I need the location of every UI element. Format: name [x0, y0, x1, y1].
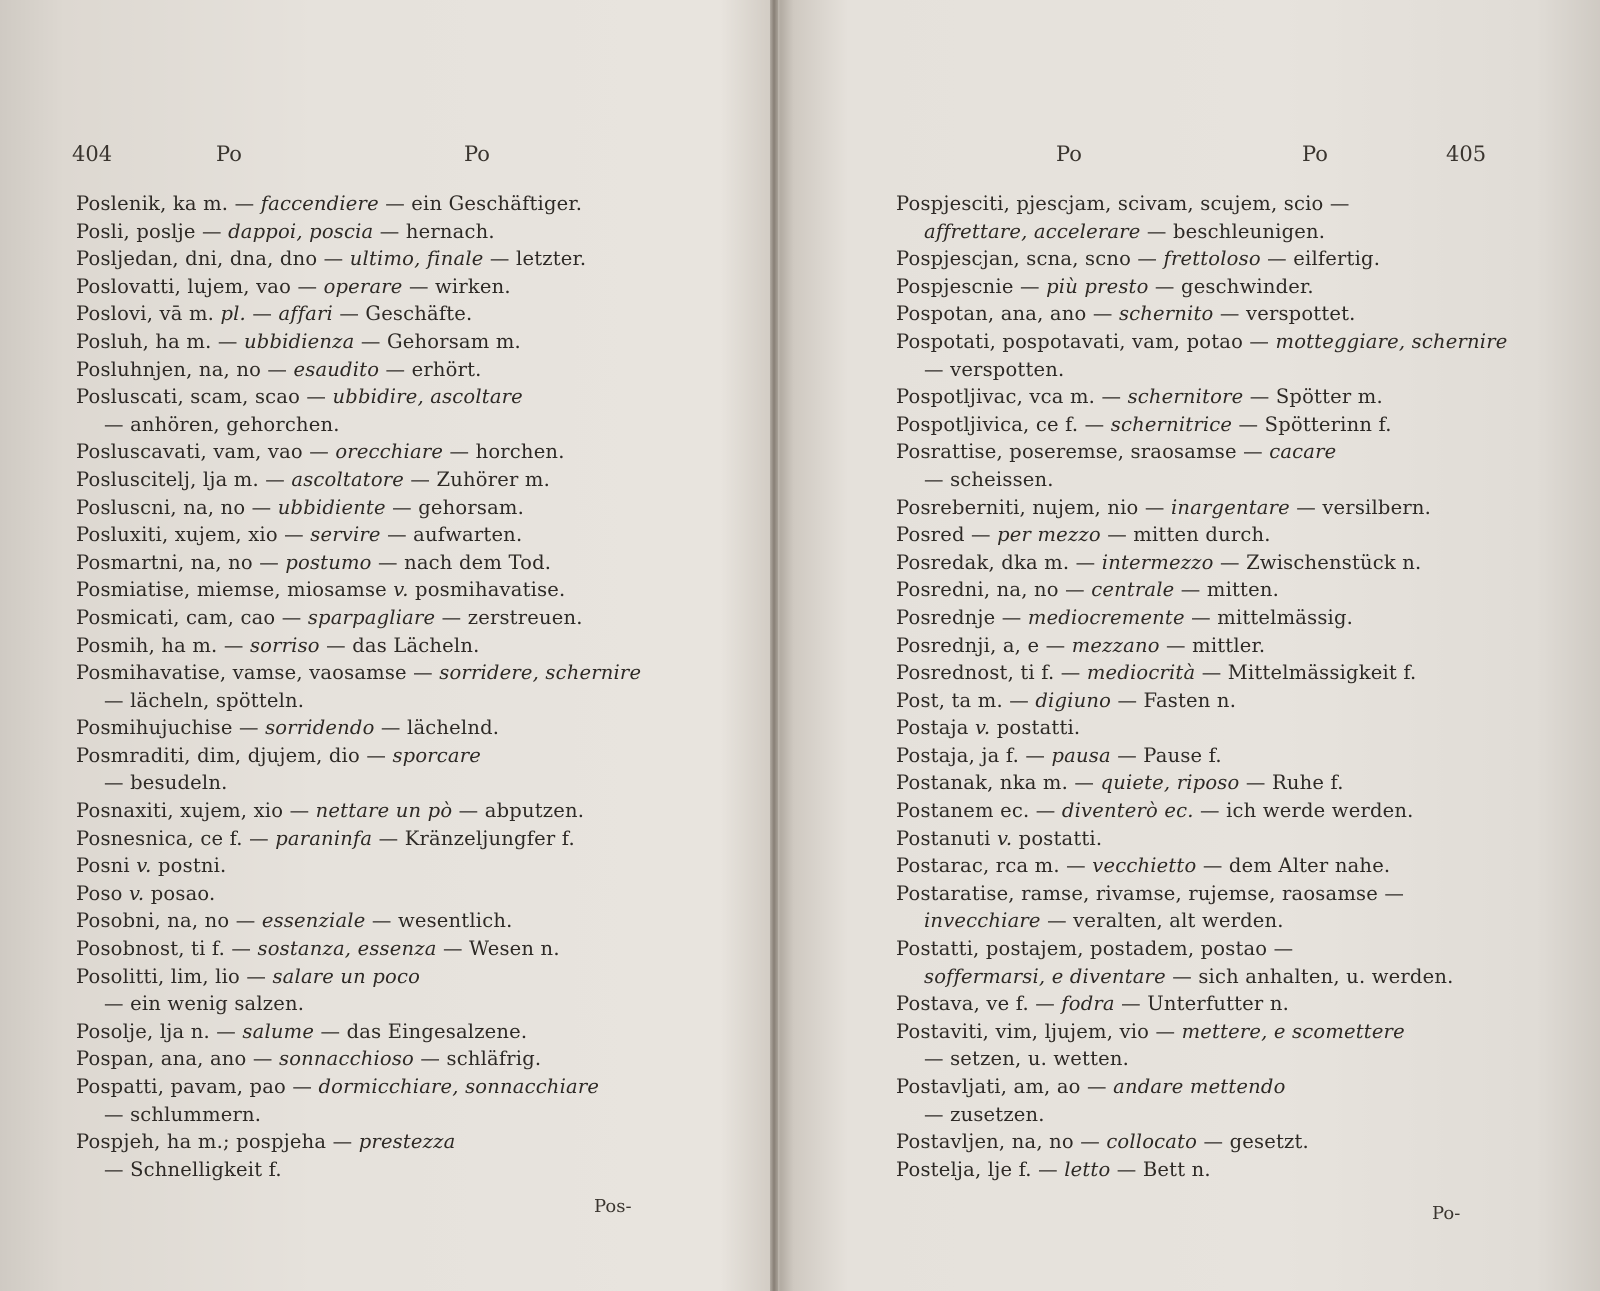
- dictionary-entry: [896, 880, 1516, 935]
- italian-gloss: più presto: [1046, 274, 1149, 298]
- entry-text: Posmicati, cam, cao —: [76, 605, 308, 629]
- entry-text: Posljedan, dni, dna, dno —: [76, 247, 350, 271]
- italian-gloss: affrettare, accelerare: [924, 219, 1141, 243]
- dictionary-entry: [896, 659, 1516, 687]
- entry-text: — Bett n.: [1110, 1157, 1211, 1181]
- italian-gloss: operare: [323, 274, 403, 298]
- entry-text: — Schnelligkeit f.: [104, 1157, 282, 1181]
- dictionary-entry: [896, 1156, 1516, 1184]
- italian-gloss: schernito: [1118, 302, 1214, 326]
- dictionary-entry: [896, 825, 1516, 853]
- dictionary-entry: [76, 1128, 666, 1183]
- dictionary-entry: [76, 383, 666, 438]
- dictionary-entry: [896, 714, 1516, 742]
- entry-text: Pospan, ana, ano —: [76, 1047, 279, 1071]
- italian-gloss: faccendiere: [260, 192, 379, 215]
- italian-gloss: fodra: [1061, 992, 1115, 1016]
- entry-text: — nach dem Tod.: [371, 550, 552, 574]
- entry-text: — Geschäfte.: [332, 302, 473, 326]
- dictionary-entry: [76, 852, 666, 880]
- entry-text: Posmraditi, dim, djujem, dio —: [76, 743, 393, 767]
- entry-text: Postavljen, na, no —: [896, 1130, 1107, 1154]
- entry-text: — eilfertig.: [1260, 247, 1381, 271]
- entry-text: Postanak, nka m. —: [896, 771, 1101, 795]
- dictionary-entry: [896, 411, 1516, 439]
- entry-text: Posni: [76, 854, 137, 878]
- entry-text: — besudeln.: [104, 771, 228, 795]
- italian-gloss: ubbidiente: [277, 495, 386, 519]
- italian-gloss: salume: [242, 1019, 315, 1043]
- entry-text: posmihavatise.: [408, 578, 566, 602]
- italian-gloss: cacare: [1269, 440, 1337, 464]
- entry-text: — verspottet.: [1213, 302, 1356, 326]
- entry-text: Postava, ve f. —: [896, 992, 1062, 1016]
- dictionary-entry: [896, 632, 1516, 660]
- dictionary-entry: [896, 190, 1516, 245]
- entry-text: Poslenik, ka m. —: [76, 192, 261, 215]
- entry-text: Poslovi, vā m.: [76, 302, 221, 326]
- italian-gloss: soffermarsi, e diventare: [924, 964, 1166, 988]
- entry-text: — beschleunigen.: [1140, 219, 1326, 243]
- dictionary-entry: [76, 576, 666, 604]
- entry-text: — sich anhalten, u. werden.: [1165, 964, 1454, 988]
- entry-text: — letzter.: [483, 247, 587, 271]
- right-catchword: Po-: [1432, 1203, 1461, 1224]
- entry-text: Posluscni, na, no —: [76, 495, 278, 519]
- entry-text: Pospotati, pospotavati, vam, potao —: [896, 329, 1276, 353]
- entry-text: Posredak, dka m. —: [896, 550, 1102, 574]
- italian-gloss: mezzano: [1071, 633, 1160, 657]
- italian-gloss: essenziale: [261, 909, 366, 933]
- entry-text: — ein Geschäftiger.: [378, 192, 583, 215]
- dictionary-entry: [76, 190, 666, 218]
- entry-text: — geschwinder.: [1148, 274, 1314, 298]
- entry-text: — wesentlich.: [365, 909, 513, 933]
- entry-text: — Fasten n.: [1111, 688, 1237, 712]
- left-catchword: Pos-: [594, 1196, 632, 1217]
- entry-text: Post, ta m. —: [896, 688, 1036, 712]
- italian-gloss: ubbidire, ascoltare: [332, 385, 523, 409]
- dictionary-entry: [76, 1073, 666, 1128]
- dictionary-entry: [896, 273, 1516, 301]
- right-page: [778, 0, 1600, 1291]
- left-head-left: Po: [216, 142, 242, 166]
- dictionary-entry: [76, 328, 666, 356]
- entry-text: Posnaxiti, xujem, xio —: [76, 799, 316, 823]
- entry-text: Posmartni, na, no —: [76, 550, 286, 574]
- italian-gloss: pausa: [1051, 743, 1111, 767]
- entry-text: postni.: [151, 854, 227, 878]
- italian-gloss: sostanza, essenza: [257, 937, 437, 961]
- italian-gloss: frettoloso: [1163, 247, 1261, 271]
- italian-gloss: dappoi, poscia: [228, 219, 374, 243]
- dictionary-entry: [896, 549, 1516, 577]
- entry-text: — veralten, alt werden.: [1040, 909, 1284, 933]
- entry-text: — mitten.: [1174, 578, 1279, 602]
- italian-gloss: invecchiare: [924, 909, 1041, 933]
- entry-text: postatti.: [990, 716, 1081, 740]
- italian-gloss: collocato: [1106, 1130, 1198, 1154]
- dictionary-entry: [76, 907, 666, 935]
- entry-text: Posolje, lja n. —: [76, 1019, 243, 1043]
- dictionary-entry: [76, 797, 666, 825]
- dictionary-entry: [76, 218, 666, 246]
- dictionary-entry: [896, 990, 1516, 1018]
- dictionary-entry: [896, 1073, 1516, 1128]
- italian-gloss: sorridendo: [265, 716, 375, 740]
- entry-text: Posred —: [896, 523, 998, 547]
- dictionary-entry: [76, 438, 666, 466]
- left-entry-list: [76, 190, 666, 1183]
- dictionary-entry: [76, 521, 666, 549]
- italian-gloss: centrale: [1091, 578, 1175, 602]
- italian-gloss: orecchiare: [335, 440, 444, 464]
- entry-text: — dem Alter nahe.: [1196, 854, 1391, 878]
- italian-gloss: affari: [278, 302, 333, 326]
- entry-text: Posredni, na, no —: [896, 578, 1092, 602]
- book-gutter: [770, 0, 778, 1291]
- entry-text: Pospjescjan, scna, scno —: [896, 247, 1164, 271]
- entry-text: — horchen.: [443, 440, 565, 464]
- entry-text: Pospjescnie —: [896, 274, 1047, 298]
- entry-text: Pospjesciti, pjescjam, scivam, scujem, scio —: [896, 192, 1350, 215]
- dictionary-entry: [76, 880, 666, 908]
- entry-text: — Spötter m.: [1243, 385, 1383, 409]
- italian-gloss: ultimo, finale: [349, 247, 484, 271]
- entry-text: Posrattise, poseremse, sraosamse —: [896, 440, 1270, 464]
- dictionary-entry: [896, 604, 1516, 632]
- entry-text: Posobnost, ti f. —: [76, 937, 258, 961]
- entry-text: Posrednost, ti f. —: [896, 661, 1087, 685]
- entry-text: Postaja, ja f. —: [896, 743, 1052, 767]
- dictionary-entry: [76, 494, 666, 522]
- entry-text: — Pause f.: [1110, 743, 1222, 767]
- dictionary-entry: [76, 1045, 666, 1073]
- entry-text: — anhören, gehorchen.: [104, 412, 340, 436]
- entry-text: — mittler.: [1159, 633, 1266, 657]
- dictionary-entry: [896, 742, 1516, 770]
- dictionary-entry: [896, 1018, 1516, 1073]
- italian-gloss: mettere, e scomettere: [1181, 1019, 1405, 1043]
- italian-gloss: per mezzo: [997, 523, 1101, 547]
- dictionary-entry: [76, 300, 666, 328]
- italian-gloss: inargentare: [1170, 495, 1290, 519]
- entry-text: — Mittelmässigkeit f.: [1195, 661, 1417, 685]
- italian-gloss: mediocremente: [1027, 605, 1185, 629]
- dictionary-entry: [896, 521, 1516, 549]
- entry-text: — lächelnd.: [374, 716, 500, 740]
- dictionary-entry: [76, 659, 666, 714]
- dictionary-entry: [76, 1018, 666, 1046]
- entry-text: Posrednje —: [896, 605, 1028, 629]
- entry-text: Posluxiti, xujem, xio —: [76, 523, 311, 547]
- entry-text: Postaratise, ramse, rivamse, rujemse, raosamse —: [896, 881, 1405, 905]
- entry-text: — Ruhe f.: [1239, 771, 1344, 795]
- entry-text: postatti.: [1012, 826, 1103, 850]
- entry-text: Posreberniti, nujem, nio —: [896, 495, 1171, 519]
- italian-gloss: mediocrità: [1086, 661, 1196, 685]
- italian-gloss: paraninfa: [275, 826, 373, 850]
- dictionary-entry: [896, 687, 1516, 715]
- entry-text: Posluscati, scam, scao —: [76, 385, 333, 409]
- dictionary-entry: [76, 466, 666, 494]
- italian-gloss: pl.: [220, 302, 246, 326]
- entry-text: — hernach.: [373, 219, 495, 243]
- entry-text: Postatti, postajem, postadem, postao —: [896, 937, 1294, 961]
- italian-gloss: letto: [1064, 1157, 1111, 1181]
- right-page-number: 405: [1446, 142, 1487, 166]
- italian-gloss: servire: [310, 523, 381, 547]
- dictionary-entry: [896, 1128, 1516, 1156]
- entry-text: Posmih, ha m. —: [76, 633, 250, 657]
- entry-text: — gesetzt.: [1197, 1130, 1309, 1154]
- entry-text: posao.: [144, 881, 216, 905]
- entry-text: — das Lächeln.: [319, 633, 480, 657]
- dictionary-entry: [896, 328, 1516, 383]
- entry-text: — erhört.: [379, 357, 482, 381]
- entry-text: — Unterfutter n.: [1114, 992, 1290, 1016]
- entry-text: — das Eingesalzene.: [314, 1019, 528, 1043]
- italian-gloss: v.: [996, 826, 1013, 850]
- entry-text: — Zuhörer m.: [404, 467, 551, 491]
- entry-text: Pospotljivica, ce f. —: [896, 412, 1111, 436]
- dictionary-entry: [76, 935, 666, 963]
- entry-text: — schläfrig.: [414, 1047, 542, 1071]
- dictionary-entry: [896, 769, 1516, 797]
- entry-text: — verspotten.: [924, 357, 1065, 381]
- left-page: [0, 0, 770, 1291]
- italian-gloss: nettare un pò: [315, 799, 453, 823]
- italian-gloss: v.: [975, 716, 991, 740]
- entry-text: — Zwischenstück n.: [1213, 550, 1422, 574]
- dictionary-entry: [896, 852, 1516, 880]
- entry-text: — schlummern.: [104, 1102, 262, 1126]
- italian-gloss: sporcare: [392, 743, 481, 767]
- dictionary-entry: [76, 825, 666, 853]
- entry-text: —: [245, 302, 279, 326]
- left-page-number: 404: [72, 142, 113, 166]
- entry-text: Posluhnjen, na, no —: [76, 357, 294, 381]
- italian-gloss: motteggiare, schernire: [1275, 329, 1508, 353]
- italian-gloss: schernitrice: [1110, 412, 1233, 436]
- dictionary-entry: [76, 632, 666, 660]
- italian-gloss: sonnacchioso: [278, 1047, 414, 1071]
- entry-text: Posrednji, a, e —: [896, 633, 1072, 657]
- entry-text: Posmihavatise, vamse, vaosamse —: [76, 661, 440, 685]
- entry-text: Postanem ec. —: [896, 799, 1062, 823]
- italian-gloss: salare un poco: [272, 964, 421, 988]
- italian-gloss: v.: [136, 854, 152, 878]
- entry-text: — mittelmässig.: [1184, 605, 1354, 629]
- entry-text: Posmiatise, miemse, miosamse: [76, 578, 394, 602]
- dictionary-entry: [896, 494, 1516, 522]
- entry-text: Posobni, na, no —: [76, 909, 262, 933]
- entry-text: — abputzen.: [452, 799, 585, 823]
- dictionary-entry: [896, 935, 1516, 990]
- italian-gloss: v.: [129, 881, 145, 905]
- dictionary-entry: [76, 714, 666, 742]
- dictionary-entry: [76, 273, 666, 301]
- right-head-right: Po: [1302, 142, 1328, 166]
- entry-text: Postelja, lje f. —: [896, 1157, 1065, 1181]
- italian-gloss: postumo: [285, 550, 372, 574]
- italian-gloss: vecchietto: [1092, 854, 1197, 878]
- italian-gloss: schernitore: [1127, 385, 1244, 409]
- italian-gloss: ubbidienza: [244, 329, 355, 353]
- dictionary-entry: [76, 963, 666, 1018]
- italian-gloss: dormicchiare, sonnacchiare: [318, 1075, 600, 1098]
- entry-text: Postarac, rca m. —: [896, 854, 1093, 878]
- italian-gloss: quiete, riposo: [1100, 771, 1240, 795]
- entry-text: Posmihujuchise —: [76, 716, 266, 740]
- dictionary-entry: [76, 245, 666, 273]
- dictionary-entry: [76, 604, 666, 632]
- entry-text: Posolitti, lim, lio —: [76, 964, 273, 988]
- italian-gloss: esaudito: [293, 357, 380, 381]
- entry-text: — ein wenig salzen.: [104, 992, 305, 1016]
- dictionary-entry: [896, 245, 1516, 273]
- entry-text: — Spötterinn f.: [1232, 412, 1392, 436]
- italian-gloss: sparpagliare: [307, 605, 436, 629]
- entry-text: Posnesnica, ce f. —: [76, 826, 276, 850]
- entry-text: Pospotljivac, vca m. —: [896, 385, 1128, 409]
- entry-text: — mitten durch.: [1100, 523, 1271, 547]
- entry-text: — scheissen.: [924, 467, 1054, 491]
- entry-text: Postaja: [896, 716, 976, 740]
- italian-gloss: ascoltatore: [291, 467, 405, 491]
- entry-text: Pospatti, pavam, pao —: [76, 1075, 319, 1098]
- dictionary-entry: [76, 549, 666, 577]
- entry-text: Posluscavati, vam, vao —: [76, 440, 336, 464]
- entry-text: Poslovatti, lujem, vao —: [76, 274, 324, 298]
- entry-text: Posli, poslje —: [76, 219, 229, 243]
- entry-text: — gehorsam.: [385, 495, 525, 519]
- dictionary-entry: [76, 356, 666, 384]
- entry-text: — Wesen n.: [436, 937, 560, 961]
- entry-text: — versilbern.: [1289, 495, 1432, 519]
- right-head-left: Po: [1056, 142, 1082, 166]
- entry-text: Posluscitelj, lja m. —: [76, 467, 292, 491]
- entry-text: Posluh, ha m. —: [76, 329, 244, 353]
- entry-text: Postavljati, am, ao —: [896, 1075, 1114, 1098]
- entry-text: Postaviti, vim, ljujem, vio —: [896, 1019, 1182, 1043]
- italian-gloss: sorridere, schernire: [439, 661, 642, 685]
- entry-text: — Kränzeljungfer f.: [372, 826, 575, 850]
- italian-gloss: andare mettendo: [1113, 1075, 1286, 1098]
- entry-text: — lächeln, spötteln.: [104, 688, 305, 712]
- entry-text: — aufwarten.: [380, 523, 523, 547]
- dictionary-entry: [896, 797, 1516, 825]
- dictionary-entry: [896, 383, 1516, 411]
- dictionary-entry: [896, 438, 1516, 493]
- italian-gloss: digiuno: [1035, 688, 1112, 712]
- dictionary-entry: [896, 576, 1516, 604]
- entry-text: — ich werde werden.: [1193, 799, 1414, 823]
- entry-text: Postanuti: [896, 826, 997, 850]
- italian-gloss: intermezzo: [1101, 550, 1214, 574]
- entry-text: Poso: [76, 881, 130, 905]
- italian-gloss: prestezza: [358, 1130, 456, 1154]
- entry-text: — setzen, u. wetten.: [924, 1047, 1130, 1071]
- entry-text: — wirken.: [402, 274, 511, 298]
- left-head-right: Po: [464, 142, 490, 166]
- italian-gloss: sorriso: [249, 633, 320, 657]
- italian-gloss: v.: [393, 578, 409, 602]
- dictionary-entry: [76, 742, 666, 797]
- entry-text: Pospjeh, ha m.; pospjeha —: [76, 1130, 359, 1154]
- entry-text: — Gehorsam m.: [354, 329, 521, 353]
- entry-text: — zusetzen.: [924, 1102, 1045, 1126]
- right-entry-list: [896, 190, 1516, 1183]
- dictionary-entry: [896, 300, 1516, 328]
- italian-gloss: diventerò ec.: [1061, 799, 1194, 823]
- entry-text: Pospotan, ana, ano —: [896, 302, 1119, 326]
- entry-text: — zerstreuen.: [435, 605, 583, 629]
